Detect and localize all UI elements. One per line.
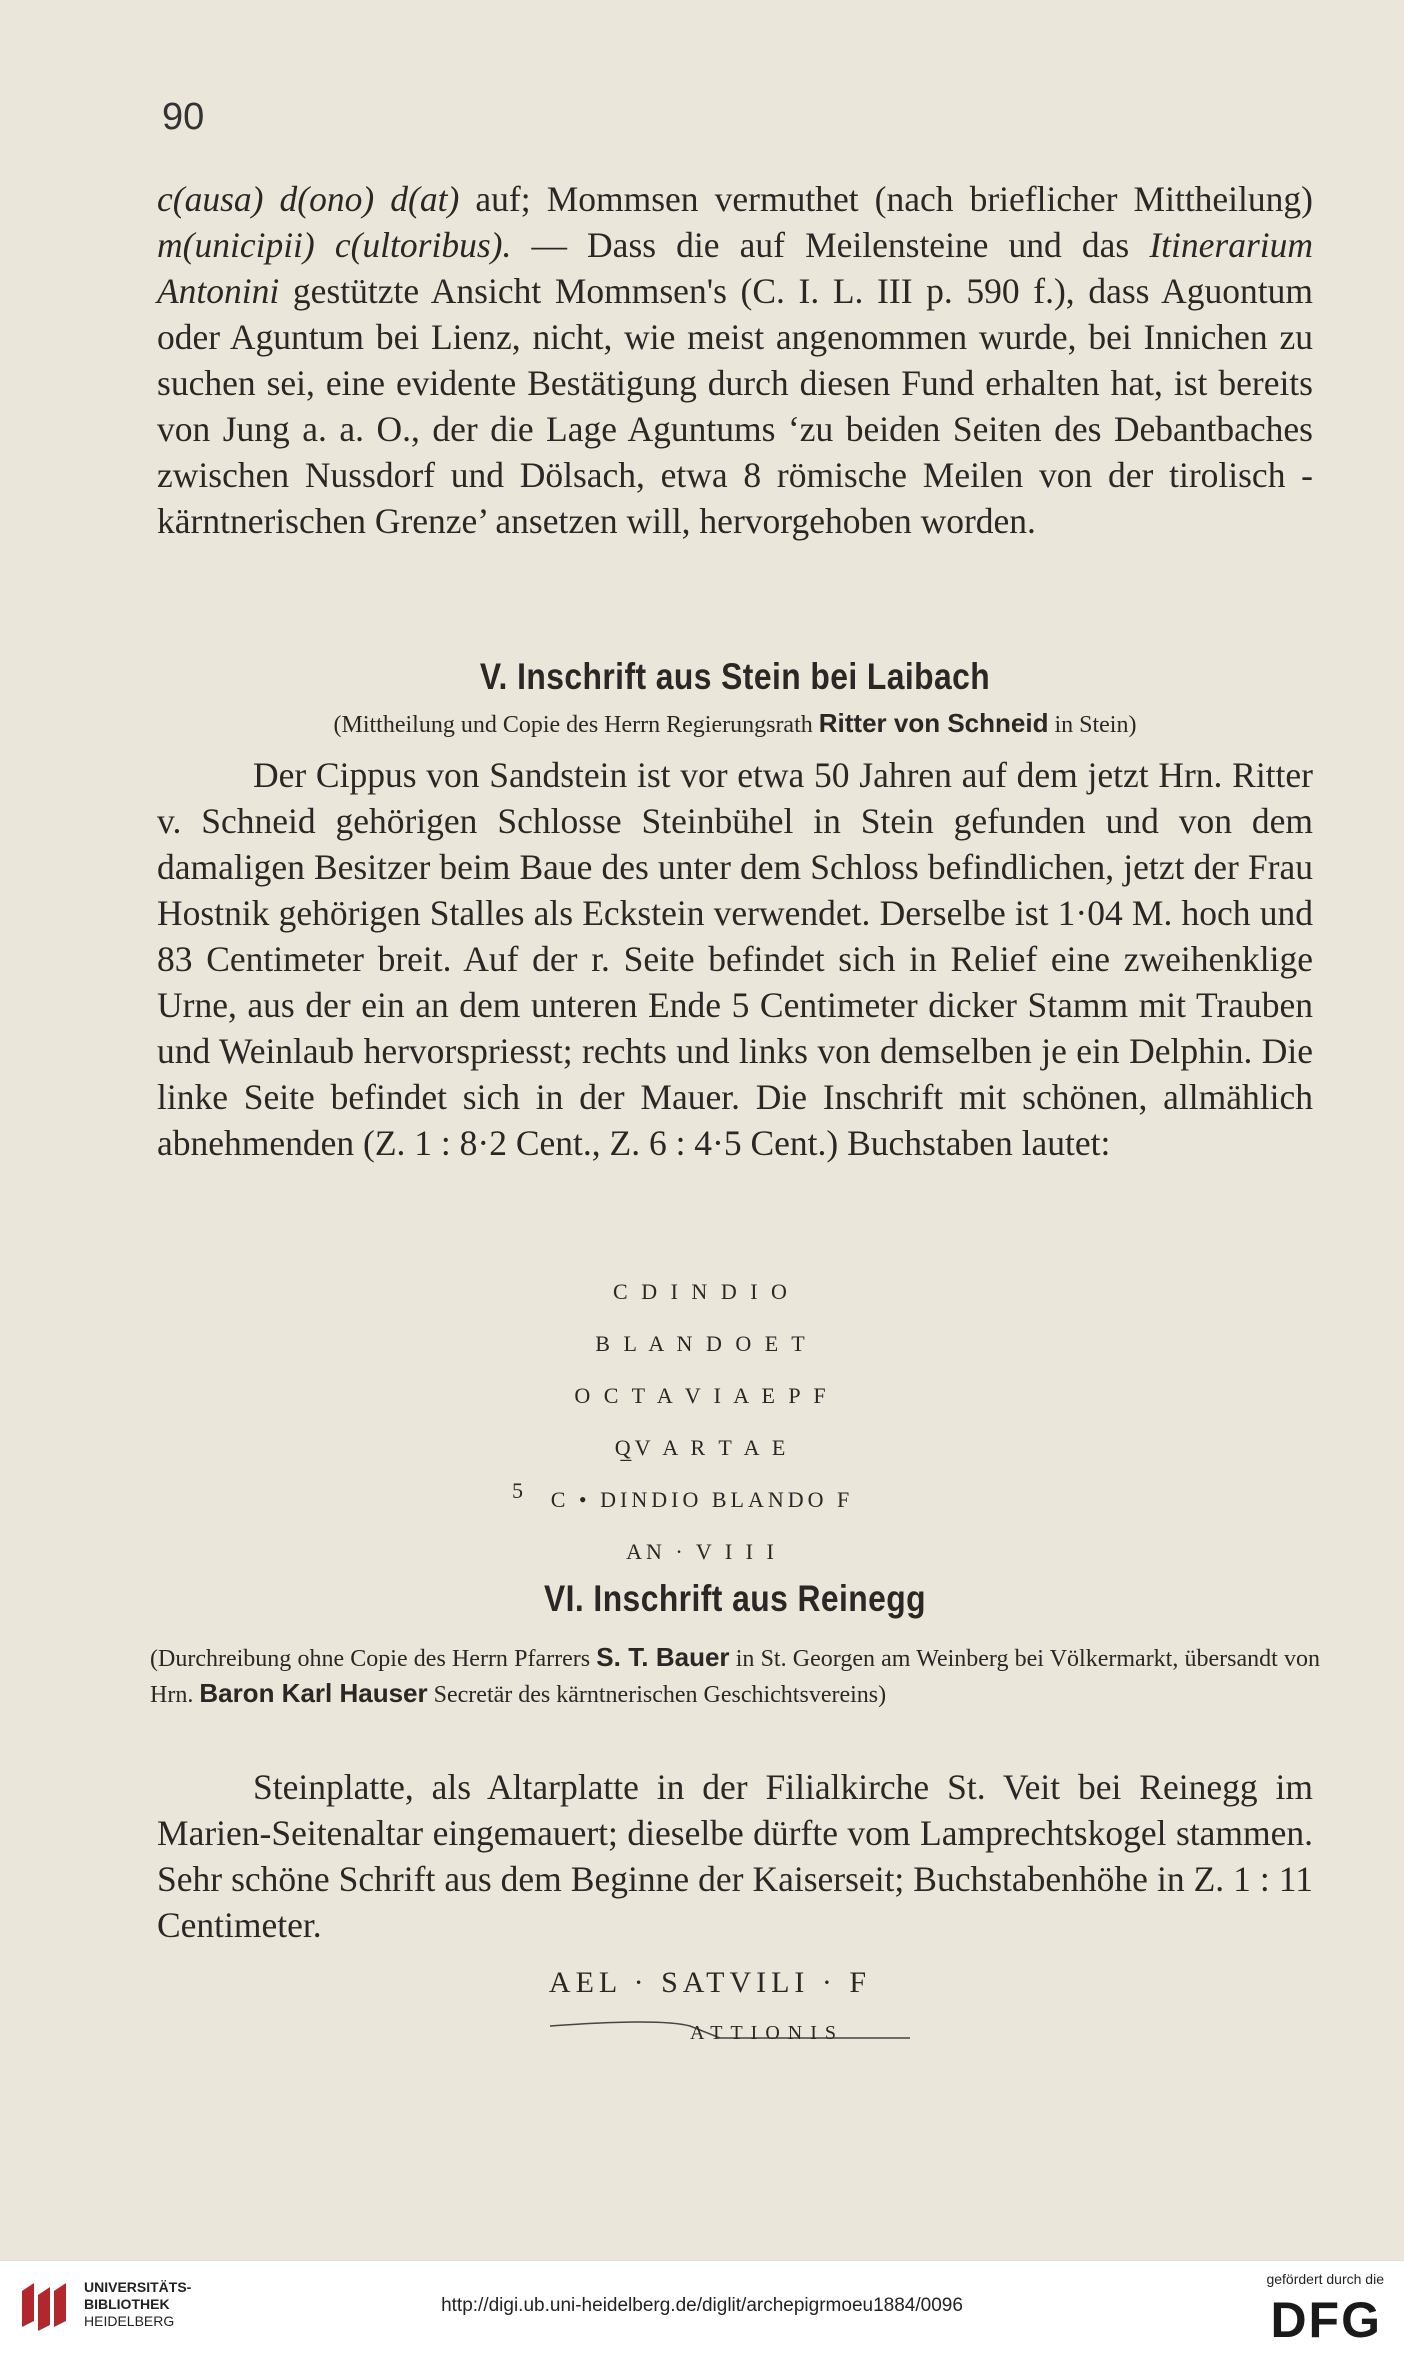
section5-subtitle — [150, 706, 1320, 742]
library-line-1: UNIVERSITÄTS- — [84, 2279, 192, 2295]
intro-italic-3: Itinerarium Antonini — [157, 225, 1314, 311]
intro-italic-1: c(ausa) d(ono) d(at) — [157, 179, 460, 219]
section6-inscription-line1: AEL · SATVILI · F — [548, 1966, 872, 1999]
intro-text-3: gestützte Ansicht Mommsen's (C. I. L. III p. 590 f.), dass Aguontum oder Aguntum bei Lienz, nicht, wie meist angenommen wurde, bei Innichen zu suchen sei, eine evidente Bestätigung durch diesen Fund erhalten hat, ist bereits von Jung a. a. O., der die Lage Aguntums ‘zu beiden Seiten des Debantbaches zwischen Nussdorf und Dölsach, etwa 8 römische Meilen von der tirolisch - kärntnerischen Grenze’ ansetzen will, hervorgehoben worden. — [157, 271, 1313, 541]
section5-paragraph: Der Cippus von Sandstein ist vor etwa 50 Jahren auf dem jetzt Hrn. Ritter v. Schneid gehörigen Schlosse Steinbühel in Stein gefunden und von dem damaligen Besitzer beim Baue des unter dem Schloss befindlichen, jetzt der Frau Hostnik gehörigen Stalles als Eckstein verwendet. Derselbe ist 1·04 M. hoch und 83 Centimeter breit. Auf der r. Seite befindet sich in Relief eine zweihenklige Urne, aus der ein an dem unteren Ende 5 Centimeter dicker Stamm mit Trauben und Weinlaub hervorspriesst; rechts und links von demselben je ein Delphin. Die linke Seite befindet sich in der Mauer. Die Inschrift mit schönen, allmählich abnehmenden (Z. 1 : 8·2 Cent., Z. 6 : 4·5 Cent.) Buchstaben lautet: — [157, 755, 1313, 1163]
inscription-line: Q̲V A R T A E — [614, 1435, 790, 1460]
section6-subtitle — [150, 1640, 1320, 1712]
section6-sub-bold-2: Baron Karl Hauser — [199, 1678, 428, 1708]
library-line-3: HEIDELBERG — [84, 2313, 175, 2329]
section6-sub-2: in St. Georgen am Weinberg bei Völkermarkt, übersandt von Hrn. — [150, 1646, 1321, 1708]
inscription-line: B L A N D O E T — [595, 1331, 809, 1356]
section6-inscription-line2: ATTIONIS — [690, 2022, 844, 2044]
inscription-line: AN · V I I I — [626, 1539, 778, 1564]
inscription-line: C • DINDIO BLANDO F — [550, 1487, 854, 1512]
intro-text-2: — Dass die auf Meilensteine und das — [511, 225, 1150, 265]
section6-paragraph: Steinplatte, als Altarplatte in der Filialkirche St. Veit bei Reinegg im Marien-Seitenaltar eingemauert; dieselbe dürfte vom Lamprechtskogel stammen. Sehr schöne Schrift aus dem Beginne der Kaiserseit; Buchstabenhöhe in Z. 1 : 11 Centimeter. — [157, 1767, 1313, 1945]
funded-by-text: gefördert durch die — [1266, 2271, 1384, 2287]
intro-paragraph — [157, 176, 1313, 544]
library-line-2: BIBLIOTHEK — [84, 2296, 170, 2312]
document-url-link[interactable]: http://digi.ub.uni-heidelberg.de/diglit/archepigrmoeu1884/0096 — [441, 2295, 963, 2316]
section6-sub-3: Secretär des kärntnerischen Geschichtsvereins) — [427, 1682, 887, 1708]
section5-heading: V. Inschrift aus Stein bei Laibach — [479, 656, 991, 697]
inscription-line-number: 5 — [512, 1478, 523, 1503]
intro-text-1: auf; Mommsen vermuthet (nach brieflicher Mittheilung) — [459, 179, 1313, 219]
section5-sub-post: in Stein) — [1048, 712, 1137, 738]
section6-sub-1: (Durchreibung ohne Copie des Herrn Pfarrers — [150, 1646, 597, 1672]
section6-sub-bold-1: S. T. Bauer — [596, 1642, 730, 1672]
footer-bar — [0, 2260, 1404, 2358]
section5-sub-bold: Ritter von Schneid — [818, 708, 1049, 738]
inscription-line: O C T A V I A E P F — [574, 1383, 830, 1408]
section5-sub-pre: (Mittheilung und Copie des Herrn Regierungsrath — [333, 712, 819, 738]
section5-inscription — [0, 1266, 1404, 1578]
section6-heading: VI. Inschrift aus Reinegg — [543, 1578, 927, 1619]
intro-italic-2: m(unicipii) c(ultoribus). — [157, 225, 512, 265]
page-number: 90 — [162, 96, 205, 138]
inscription-line: C D I N D I O — [613, 1279, 791, 1304]
dfg-logo: DFG — [1270, 2292, 1382, 2348]
